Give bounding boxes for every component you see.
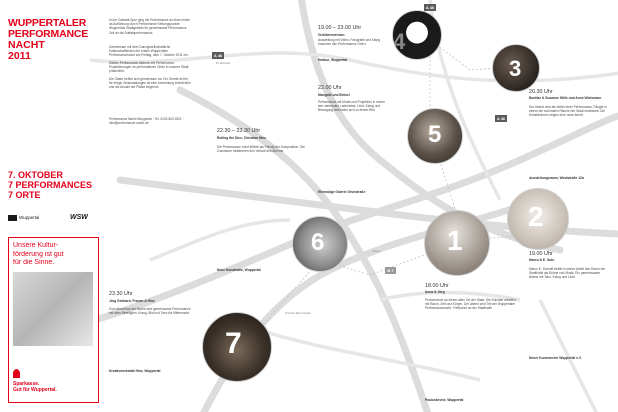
event-3-time: 20.30 Uhr: [529, 89, 553, 95]
sponsor-line-2: förderung ist gut: [13, 250, 64, 258]
event-5-head: Mangold und Brösel: [318, 93, 350, 97]
wuppertal-emblem-icon: [8, 215, 17, 221]
sparkasse-logo-icon: [13, 369, 20, 378]
dates-line-2: 7 PERFORMANCES: [8, 180, 93, 190]
street-label-2: Friedrich-Ebert-Straße: [285, 312, 311, 315]
sponsor-footer-1: Sparkasse.: [13, 381, 40, 387]
street-label-3: Hofaue: [372, 250, 381, 253]
event-7-time: 23.30 Uhr: [109, 291, 133, 297]
highway-marker-3-label: A 46: [496, 116, 506, 121]
venue-6-photo: [292, 216, 348, 272]
event-4-address: Hofaue, Wuppertal: [318, 58, 348, 62]
sponsor-ad: [8, 237, 99, 403]
wuppertal-logo: [8, 214, 64, 223]
intro-paragraph-4: Die Gäste treffen sich gemeinsam vor Ort. Eintritt ist frei, für einige Veranstaltungen ist eine Anmeldung erforderlich und die Anzahl der Plätze begrenzt.: [109, 77, 191, 90]
event-7-address: Kreativwerkstatt Hinz, Wuppertal: [109, 369, 161, 373]
event-1-time: 18.00 Uhr: [425, 283, 449, 289]
wsw-logo-text: WSW: [70, 214, 88, 221]
intro-paragraph-2: Gemeinsam mit dem Ganzgesellschaftliche Kulturschaffenden der ersten Wuppertaler Performancenacht am Freitag, dem 7. Oktober 2011 ein.: [109, 45, 189, 58]
venue-5-number: 5: [428, 121, 442, 148]
venue-2-photo: [507, 188, 569, 250]
sponsor-photo: [13, 272, 93, 346]
highway-marker-2: [212, 52, 224, 59]
event-4-body: Ausstellung mit Video, Fotografie und Klang zwischen den Performance-Orten.: [318, 38, 380, 47]
event-4-time: 19.00 – 23.00 Uhr: [318, 25, 362, 31]
venue-5-photo: [407, 108, 463, 164]
wuppertal-logo-text: Wuppertal: [19, 215, 40, 220]
venue-4-marker-label: A 46: [425, 5, 435, 10]
intro-contact: Performance Nacht Wuppertal · Tel. 0202 563 2521 · info@performance-nacht.de: [109, 117, 184, 126]
venue-4-photo: [392, 10, 442, 60]
venue-7-photo: [202, 312, 272, 382]
venue-6-number: 6: [311, 229, 325, 256]
event-7-head: Jörg Gebhard, Frauen & Hinz: [109, 299, 155, 303]
event-1-address: Pauluskirche, Wuppertal: [425, 398, 464, 402]
event-3-address: Ausstellungsraum, Weststraße 12a: [529, 176, 584, 180]
intro-paragraph-1: In der Catwalk-Spur ging die Performance an einen einen da Aufführung durch Performance Keltungspunkte Wuppertals Stadtgebiets für gemeinsame Performance. Zeit an die Auftaktperformance.: [109, 18, 191, 35]
intro-paragraph-3: Sieben Performance Akteure mit Performance-Projektierungen an performativen Orten in unserer Stadt präsentiert.: [109, 61, 189, 74]
dates-line-1: 7. OKTOBER: [8, 170, 63, 180]
venue-1-photo: [424, 210, 490, 276]
street-label-1: B7 Elberfeld: [216, 62, 231, 65]
sponsor-line-1: Unsere Kultur-: [13, 242, 59, 249]
event-2-address: Neuer Kunstverein Wuppertal e.V.: [529, 356, 582, 360]
highway-marker-3: [495, 115, 507, 122]
event-3-head: Bonifaz & Susanne Stille und Anne Wichmann: [529, 96, 602, 100]
event-6-time: 22.30 – 23.30 Uhr: [217, 128, 261, 134]
event-4-head: Verklärenversion: [318, 33, 345, 37]
event-1-body: Performance an einem alten Ort der Stadt. Die Künstler arbeiten mit Raum, Zeit und Körper. Der Abend wird Teil der Wuppertaler Performancenacht. Treffpunkt an der Stadthalle.: [425, 298, 516, 311]
dates-line-3: 7 ORTE: [8, 190, 41, 200]
road-marker-b7: [385, 267, 396, 274]
highway-marker-2-label: A 46: [213, 53, 223, 58]
sponsor-footer-2: Gut für Wuppertal.: [13, 387, 57, 393]
wsw-logo: [70, 213, 100, 223]
event-2-time: 19.00 Uhr: [529, 251, 553, 257]
venue-4-marker: [424, 4, 436, 11]
title-line-1: WUPPERTALER: [8, 18, 87, 29]
sponsor-line-3: für die Sinne.: [13, 259, 55, 266]
event-6-body: Die Performance nutzt Würfel als Prinzip der Komposition. Die Zuschauer bestimmen den Verlauf des Abends.: [217, 145, 305, 154]
event-6-address: Neue Kunsthalle, Wuppertal: [217, 268, 261, 272]
venue-1-number: 1: [447, 225, 463, 256]
event-5-time: 22.00 Uhr: [318, 85, 342, 91]
event-2-head: Marco & E. Suhr: [529, 258, 555, 262]
title-line-4: 2011: [8, 51, 31, 62]
event-5-address: Ehemalige Galerie Grünstraße: [318, 190, 366, 194]
event-7-body: Zum Abschluss der Nacht eine gemeinsame Performance mit allen Beteiligten. Klang, Bild und Tanz bis Mitternacht.: [109, 307, 191, 316]
venue-3-photo: [492, 44, 540, 92]
event-6-head: Rolling the Dice, Christian Hinz: [217, 136, 266, 140]
event-5-body: Performance mit Musik und Projektion in einem leer stehenden Ladenlokal. Licht, Klang und Bewegung verbinden sich zu einem Bild.: [318, 100, 385, 113]
venue-7-number: 7: [225, 327, 242, 360]
event-3-body: Der Abend wird als dritter einer Performance-Trilogie in einem der schönsten Räume der Stadt entwickelt. Die Künstlerinnen zeigen eine neue Arbeit.: [529, 105, 607, 118]
title-line-2: PERFORMANCE: [8, 29, 89, 40]
venue-2-number: 2: [528, 201, 544, 232]
venue-4-number: 4: [393, 29, 406, 54]
title-line-3: NACHT: [8, 40, 45, 51]
event-2-body: Marco E. Schmitt betritt in seiner Arbeit den Raum der Stadthalle als Bühne und Musik. Ein gemeinsamer Abend mit Tanz, Klang und Licht.: [529, 267, 606, 280]
road-marker-b7-label: B 7: [387, 268, 394, 273]
event-1-head: Anna & Jörg: [425, 290, 445, 294]
venue-3-number: 3: [509, 56, 522, 81]
